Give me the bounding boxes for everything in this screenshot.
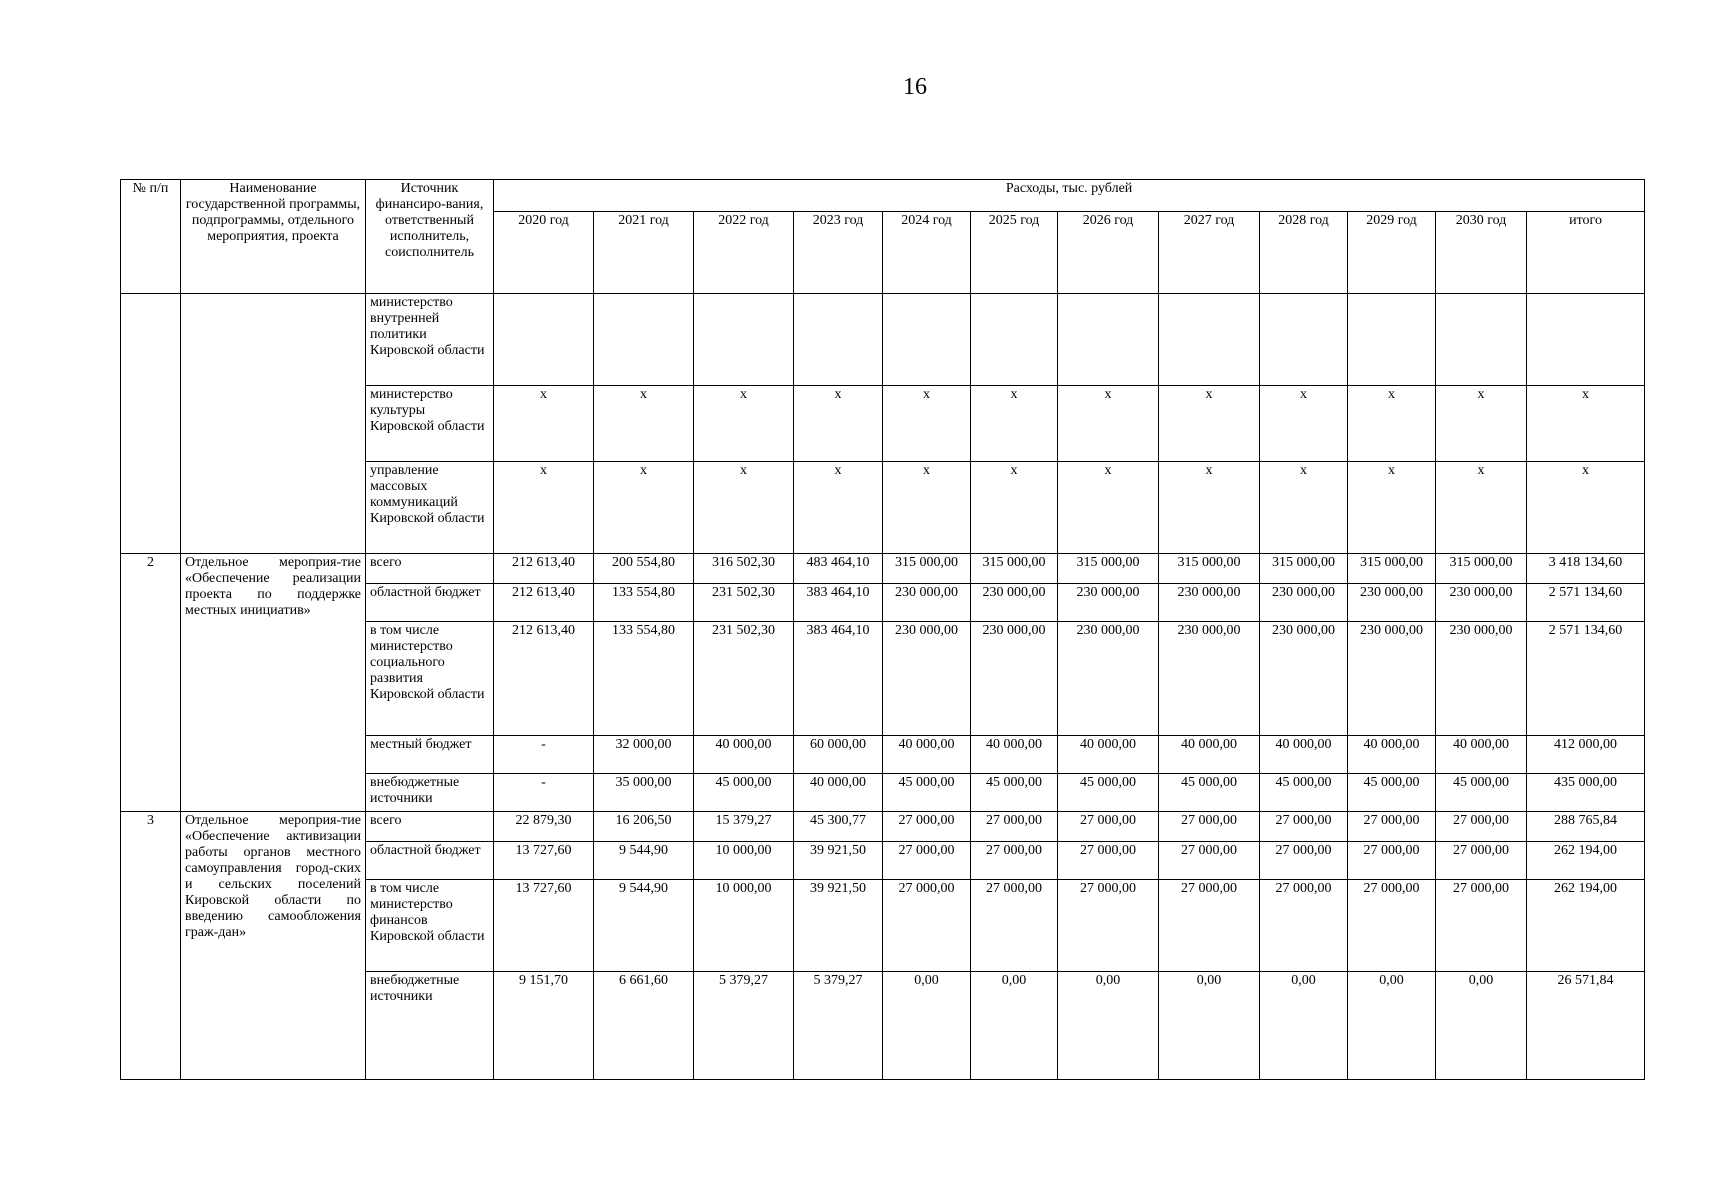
amount-cell [594, 294, 694, 386]
amount-cell: 27 000,00 [1260, 880, 1348, 972]
amount-cell: x [1260, 462, 1348, 554]
amount-cell: 27 000,00 [971, 812, 1058, 842]
funding-source: областной бюджет [366, 584, 494, 622]
funding-source: в том числе министерство социального развития Кировской области [366, 622, 494, 736]
amount-cell [1260, 294, 1348, 386]
amount-cell: x [1058, 462, 1159, 554]
amount-cell: 212 613,40 [494, 622, 594, 736]
amount-cell: 40 000,00 [1159, 736, 1260, 774]
amount-cell: 212 613,40 [494, 584, 594, 622]
total-cell: 262 194,00 [1527, 842, 1645, 880]
amount-cell: 315 000,00 [883, 554, 971, 584]
year-header: 2024 год [883, 212, 971, 294]
amount-cell: 45 000,00 [1348, 774, 1436, 812]
amount-cell: 230 000,00 [1159, 584, 1260, 622]
amount-cell: 16 206,50 [594, 812, 694, 842]
amount-cell: 35 000,00 [594, 774, 694, 812]
total-header: итого [1527, 212, 1645, 294]
table-row [121, 554, 1645, 584]
amount-cell: x [883, 462, 971, 554]
year-header: 2023 год [794, 212, 883, 294]
amount-cell: 0,00 [971, 972, 1058, 1080]
total-cell: 26 571,84 [1527, 972, 1645, 1080]
amount-cell: 40 000,00 [794, 774, 883, 812]
amount-cell: x [594, 386, 694, 462]
amount-cell: x [794, 462, 883, 554]
amount-cell: 40 000,00 [1348, 736, 1436, 774]
amount-cell: 0,00 [1436, 972, 1527, 1080]
amount-cell: x [494, 386, 594, 462]
amount-cell: 315 000,00 [971, 554, 1058, 584]
amount-cell: 316 502,30 [694, 554, 794, 584]
page-number: 16 [903, 74, 927, 100]
amount-cell: 60 000,00 [794, 736, 883, 774]
amount-cell: 230 000,00 [1436, 622, 1527, 736]
amount-cell: x [594, 462, 694, 554]
funding-source: местный бюджет [366, 736, 494, 774]
amount-cell: x [1058, 386, 1159, 462]
amount-cell: x [694, 462, 794, 554]
table-row [121, 812, 1645, 842]
total-cell [1527, 294, 1645, 386]
amount-cell: 230 000,00 [1058, 584, 1159, 622]
year-header: 2020 год [494, 212, 594, 294]
table-row [121, 294, 1645, 386]
total-cell: 288 765,84 [1527, 812, 1645, 842]
amount-cell: 27 000,00 [1159, 842, 1260, 880]
amount-cell: 13 727,60 [494, 880, 594, 972]
total-cell: x [1527, 386, 1645, 462]
total-cell: 2 571 134,60 [1527, 584, 1645, 622]
year-header: 2021 год [594, 212, 694, 294]
amount-cell: x [694, 386, 794, 462]
amount-cell: 0,00 [1058, 972, 1159, 1080]
funding-source: областной бюджет [366, 842, 494, 880]
amount-cell: 27 000,00 [1348, 880, 1436, 972]
total-cell: 435 000,00 [1527, 774, 1645, 812]
amount-cell: 6 661,60 [594, 972, 694, 1080]
amount-cell: 27 000,00 [883, 880, 971, 972]
amount-cell [694, 294, 794, 386]
amount-cell: 22 879,30 [494, 812, 594, 842]
amount-cell: 27 000,00 [1348, 842, 1436, 880]
amount-cell: 9 151,70 [494, 972, 594, 1080]
row-number: 3 [121, 812, 181, 1080]
amount-cell: 230 000,00 [1436, 584, 1527, 622]
amount-cell: 27 000,00 [971, 880, 1058, 972]
amount-cell: x [1436, 386, 1527, 462]
amount-cell: 5 379,27 [694, 972, 794, 1080]
amount-cell: 231 502,30 [694, 622, 794, 736]
amount-cell: 45 000,00 [1058, 774, 1159, 812]
funding-source: внебюджетные источники [366, 972, 494, 1080]
amount-cell: 230 000,00 [1348, 584, 1436, 622]
amount-cell: 39 921,50 [794, 842, 883, 880]
amount-cell: 40 000,00 [883, 736, 971, 774]
amount-cell [1436, 294, 1527, 386]
amount-cell: 27 000,00 [883, 812, 971, 842]
budget-table [120, 179, 1645, 1080]
amount-cell: 9 544,90 [594, 842, 694, 880]
amount-cell: x [1159, 462, 1260, 554]
amount-cell: 0,00 [883, 972, 971, 1080]
amount-cell: 27 000,00 [1436, 880, 1527, 972]
total-cell: 262 194,00 [1527, 880, 1645, 972]
amount-cell: - [494, 774, 594, 812]
amount-cell: - [494, 736, 594, 774]
activity-name [181, 294, 366, 554]
amount-cell: 27 000,00 [883, 842, 971, 880]
amount-cell: 27 000,00 [1436, 842, 1527, 880]
amount-cell: 45 000,00 [1159, 774, 1260, 812]
amount-cell: 230 000,00 [971, 622, 1058, 736]
amount-cell: 40 000,00 [1260, 736, 1348, 774]
year-header: 2025 год [971, 212, 1058, 294]
amount-cell: x [971, 462, 1058, 554]
total-cell: 412 000,00 [1527, 736, 1645, 774]
amount-cell: 27 000,00 [1058, 880, 1159, 972]
header-expenses: Расходы, тыс. рублей [494, 180, 1645, 212]
amount-cell: x [1260, 386, 1348, 462]
amount-cell: 0,00 [1348, 972, 1436, 1080]
amount-cell: 0,00 [1159, 972, 1260, 1080]
activity-name: Отдельное мероприя-тие «Обеспечение реализации проекта по поддержке местных инициатив» [181, 554, 366, 812]
amount-cell: 39 921,50 [794, 880, 883, 972]
amount-cell [1058, 294, 1159, 386]
amount-cell [494, 294, 594, 386]
amount-cell: 5 379,27 [794, 972, 883, 1080]
total-cell: 2 571 134,60 [1527, 622, 1645, 736]
amount-cell: 230 000,00 [1260, 584, 1348, 622]
block-2 [121, 554, 1645, 812]
header-name: Наименование государственной программы, подпрограммы, отдельного мероприятия, проекта [181, 180, 366, 294]
funding-source: всего [366, 812, 494, 842]
amount-cell [794, 294, 883, 386]
funding-source: всего [366, 554, 494, 584]
amount-cell: x [794, 386, 883, 462]
amount-cell [1348, 294, 1436, 386]
row-number [121, 294, 181, 554]
amount-cell: 27 000,00 [1159, 812, 1260, 842]
amount-cell: x [971, 386, 1058, 462]
funding-source: министерство внутренней политики Кировской области [366, 294, 494, 386]
header-source: Источник финансиро-вания, ответственный исполнитель, соисполнитель [366, 180, 494, 294]
amount-cell: 45 000,00 [694, 774, 794, 812]
year-header: 2029 год [1348, 212, 1436, 294]
amount-cell: 27 000,00 [1159, 880, 1260, 972]
funding-source: министерство культуры Кировской области [366, 386, 494, 462]
amount-cell: 133 554,80 [594, 622, 694, 736]
amount-cell: 45 000,00 [1436, 774, 1527, 812]
amount-cell: 40 000,00 [1436, 736, 1527, 774]
amount-cell: 27 000,00 [1260, 812, 1348, 842]
amount-cell: 15 379,27 [694, 812, 794, 842]
amount-cell: 483 464,10 [794, 554, 883, 584]
amount-cell [883, 294, 971, 386]
amount-cell: 27 000,00 [971, 842, 1058, 880]
header-num: № п/п [121, 180, 181, 294]
amount-cell: 13 727,60 [494, 842, 594, 880]
amount-cell: 40 000,00 [971, 736, 1058, 774]
amount-cell [1159, 294, 1260, 386]
amount-cell: 40 000,00 [694, 736, 794, 774]
amount-cell: 383 464,10 [794, 584, 883, 622]
amount-cell: 230 000,00 [883, 584, 971, 622]
amount-cell: 9 544,90 [594, 880, 694, 972]
amount-cell: x [883, 386, 971, 462]
amount-cell: 230 000,00 [1348, 622, 1436, 736]
amount-cell: x [1348, 462, 1436, 554]
amount-cell [971, 294, 1058, 386]
block-1 [121, 294, 1645, 554]
amount-cell: 10 000,00 [694, 880, 794, 972]
amount-cell: 133 554,80 [594, 584, 694, 622]
year-header: 2026 год [1058, 212, 1159, 294]
amount-cell: 231 502,30 [694, 584, 794, 622]
amount-cell: 315 000,00 [1436, 554, 1527, 584]
amount-cell: 45 300,77 [794, 812, 883, 842]
amount-cell: 27 000,00 [1260, 842, 1348, 880]
amount-cell: 315 000,00 [1348, 554, 1436, 584]
amount-cell: 230 000,00 [1260, 622, 1348, 736]
amount-cell: 45 000,00 [1260, 774, 1348, 812]
amount-cell: 45 000,00 [971, 774, 1058, 812]
funding-source: в том числе министерство финансов Кировской области [366, 880, 494, 972]
amount-cell: x [1159, 386, 1260, 462]
amount-cell: 27 000,00 [1058, 842, 1159, 880]
amount-cell: 45 000,00 [883, 774, 971, 812]
year-header: 2028 год [1260, 212, 1348, 294]
year-header: 2027 год [1159, 212, 1260, 294]
amount-cell: 230 000,00 [971, 584, 1058, 622]
block-3 [121, 812, 1645, 1080]
amount-cell: 32 000,00 [594, 736, 694, 774]
amount-cell: 27 000,00 [1348, 812, 1436, 842]
funding-source: управление массовых коммуникаций Кировской области [366, 462, 494, 554]
amount-cell: 230 000,00 [1159, 622, 1260, 736]
amount-cell: 40 000,00 [1058, 736, 1159, 774]
year-header: 2030 год [1436, 212, 1527, 294]
amount-cell: 315 000,00 [1159, 554, 1260, 584]
activity-name: Отдельное мероприя-тие «Обеспечение активизации работы органов местного самоуправления город-ских и сельских поселений Кировской области по введению самообложения граж-дан» [181, 812, 366, 1080]
amount-cell: 27 000,00 [1058, 812, 1159, 842]
total-cell: x [1527, 462, 1645, 554]
row-number: 2 [121, 554, 181, 812]
funding-source: внебюджетные источники [366, 774, 494, 812]
amount-cell: 0,00 [1260, 972, 1348, 1080]
amount-cell: 315 000,00 [1058, 554, 1159, 584]
amount-cell: 10 000,00 [694, 842, 794, 880]
amount-cell: 200 554,80 [594, 554, 694, 584]
amount-cell: x [1348, 386, 1436, 462]
amount-cell: x [1436, 462, 1527, 554]
amount-cell: 383 464,10 [794, 622, 883, 736]
total-cell: 3 418 134,60 [1527, 554, 1645, 584]
year-header: 2022 год [694, 212, 794, 294]
amount-cell: 315 000,00 [1260, 554, 1348, 584]
amount-cell: 230 000,00 [1058, 622, 1159, 736]
amount-cell: 230 000,00 [883, 622, 971, 736]
amount-cell: 212 613,40 [494, 554, 594, 584]
amount-cell: 27 000,00 [1436, 812, 1527, 842]
amount-cell: x [494, 462, 594, 554]
